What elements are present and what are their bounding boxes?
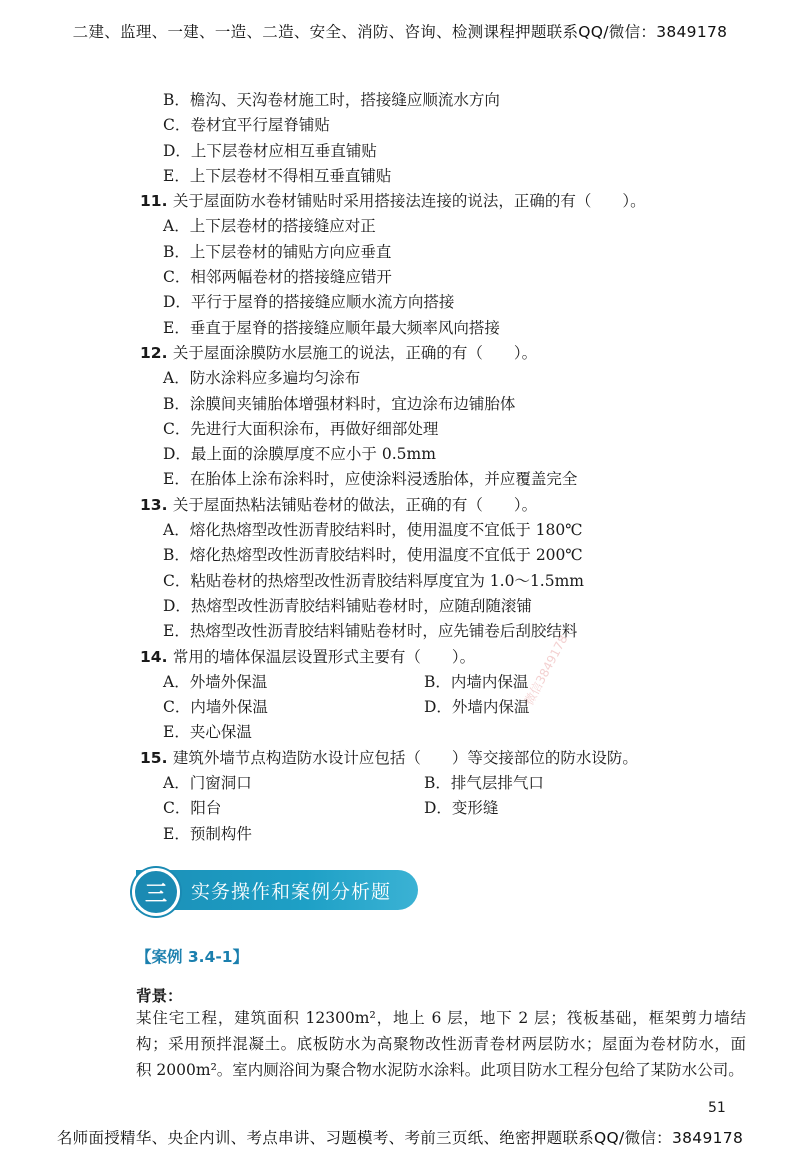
paragraph-line: 积 2000m²。室内厕浴间为聚合物水泥防水涂料。此项目防水工程分包给了某防水公司。 xyxy=(136,1061,744,1079)
question-number: 15. xyxy=(140,748,168,767)
question-12 xyxy=(0,341,800,366)
page-number: 51 xyxy=(708,1100,726,1116)
option: A．防水涂料应多遍均匀涂布 xyxy=(163,369,361,388)
section-banner xyxy=(136,870,418,910)
option: C．阳台 xyxy=(163,799,222,818)
option: E．在胎体上涂布涂料时，应使涂料浸透胎体，并应覆盖完全 xyxy=(163,470,578,489)
section-number-badge: 三 xyxy=(132,868,180,916)
question-number: 14. xyxy=(140,647,168,666)
question-text: 建筑外墙节点构造防水设计应包括（ ）等交接部位的防水设防。 xyxy=(172,748,638,767)
option: C．相邻两幅卷材的搭接缝应错开 xyxy=(163,268,392,287)
option: B．内墙内保温 xyxy=(424,672,529,691)
page-header: 二建、监理、一建、一造、二造、安全、消防、咨询、检测课程押题联系QQ/微信：3849178 xyxy=(72,23,728,41)
option: B．熔化热熔型改性沥青胶结料时，使用温度不宜低于 200℃ xyxy=(163,546,583,565)
option-row xyxy=(0,695,800,720)
paragraph-line: 构；采用预拌混凝土。底板防水为高聚物改性沥青卷材两层防水；屋面为卷材防水，面 xyxy=(136,1035,746,1053)
question-text: 关于屋面防水卷材铺贴时采用搭接法连接的说法，正确的有（ ）。 xyxy=(172,192,646,211)
option: A．外墙外保温 xyxy=(163,672,268,691)
option: C．内墙外保温 xyxy=(163,698,268,717)
option: A．上下层卷材的搭接缝应对正 xyxy=(163,217,376,236)
page-footer: 名师面授精华、央企内训、考点串讲、习题模考、考前三页纸、绝密押题联系QQ/微信：3849178 xyxy=(56,1129,744,1147)
option: E．夹心保温 xyxy=(163,723,252,742)
option: E．垂直于屋脊的搭接缝应顺年最大频率风向搭接 xyxy=(163,318,500,337)
option: B．涂膜间夹铺胎体增强材料时，宜边涂布边铺胎体 xyxy=(163,394,516,413)
section-title: 实务操作和案例分析题 xyxy=(191,880,392,903)
option: C．粘贴卷材的热熔型改性沥青胶结料厚度宜为 1.0～1.5mm xyxy=(163,571,584,590)
option: B．排气层排气口 xyxy=(424,774,544,793)
prev-option-e: E．上下层卷材不得相互垂直铺贴 xyxy=(163,166,392,185)
option: D．变形缝 xyxy=(424,799,499,818)
prev-option-b: B．檐沟、天沟卷材施工时，搭接缝应顺流水方向 xyxy=(163,91,500,109)
watermark: 微信3849178 xyxy=(521,632,571,708)
question-14 xyxy=(0,645,800,670)
case-label: 【案例 3.4-1】 xyxy=(136,948,249,966)
background-label: 背景： xyxy=(136,987,183,1005)
prev-option-c: C．卷材宜平行屋脊铺贴 xyxy=(163,116,330,135)
option-row xyxy=(0,771,800,796)
prev-option-d: D．上下层卷材应相互垂直铺贴 xyxy=(163,141,377,160)
option-row xyxy=(0,796,800,821)
option: A．门窗洞口 xyxy=(163,774,252,793)
question-13 xyxy=(0,493,800,518)
option: D．最上面的涂膜厚度不应小于 0.5mm xyxy=(163,445,436,464)
option: E．热熔型改性沥青胶结料铺贴卷材时，应先铺卷后刮胶结料 xyxy=(163,622,578,641)
option: C．先进行大面积涂布，再做好细部处理 xyxy=(163,419,439,438)
question-number: 12. xyxy=(140,343,168,362)
question-text: 常用的墙体保温层设置形式主要有（ ）。 xyxy=(172,647,476,666)
option: D．平行于屋脊的搭接缝应顺水流方向搭接 xyxy=(163,293,455,312)
question-list xyxy=(0,88,800,847)
option: A．熔化热熔型改性沥青胶结料时，使用温度不宜低于 180℃ xyxy=(163,521,583,540)
question-text: 关于屋面热粘法铺贴卷材的做法，正确的有（ ）。 xyxy=(172,495,538,514)
question-11 xyxy=(0,189,800,214)
question-number: 13. xyxy=(140,495,168,514)
option: D．热熔型改性沥青胶结料铺贴卷材时，应随刮随滚铺 xyxy=(163,596,532,615)
question-number: 11. xyxy=(140,192,168,211)
option: E．预制构件 xyxy=(163,824,252,843)
case-paragraph xyxy=(136,1005,746,1083)
option: D．外墙内保温 xyxy=(424,698,530,717)
question-15 xyxy=(0,746,800,771)
question-text: 关于屋面涂膜防水层施工的说法，正确的有（ ）。 xyxy=(172,343,538,362)
paragraph-line: 某住宅工程，建筑面积 12300m²，地上 6 层，地下 2 层；筏板基础，框架剪力墙结 xyxy=(136,1009,746,1027)
option-row xyxy=(0,670,800,695)
option: B．上下层卷材的铺贴方向应垂直 xyxy=(163,242,392,261)
